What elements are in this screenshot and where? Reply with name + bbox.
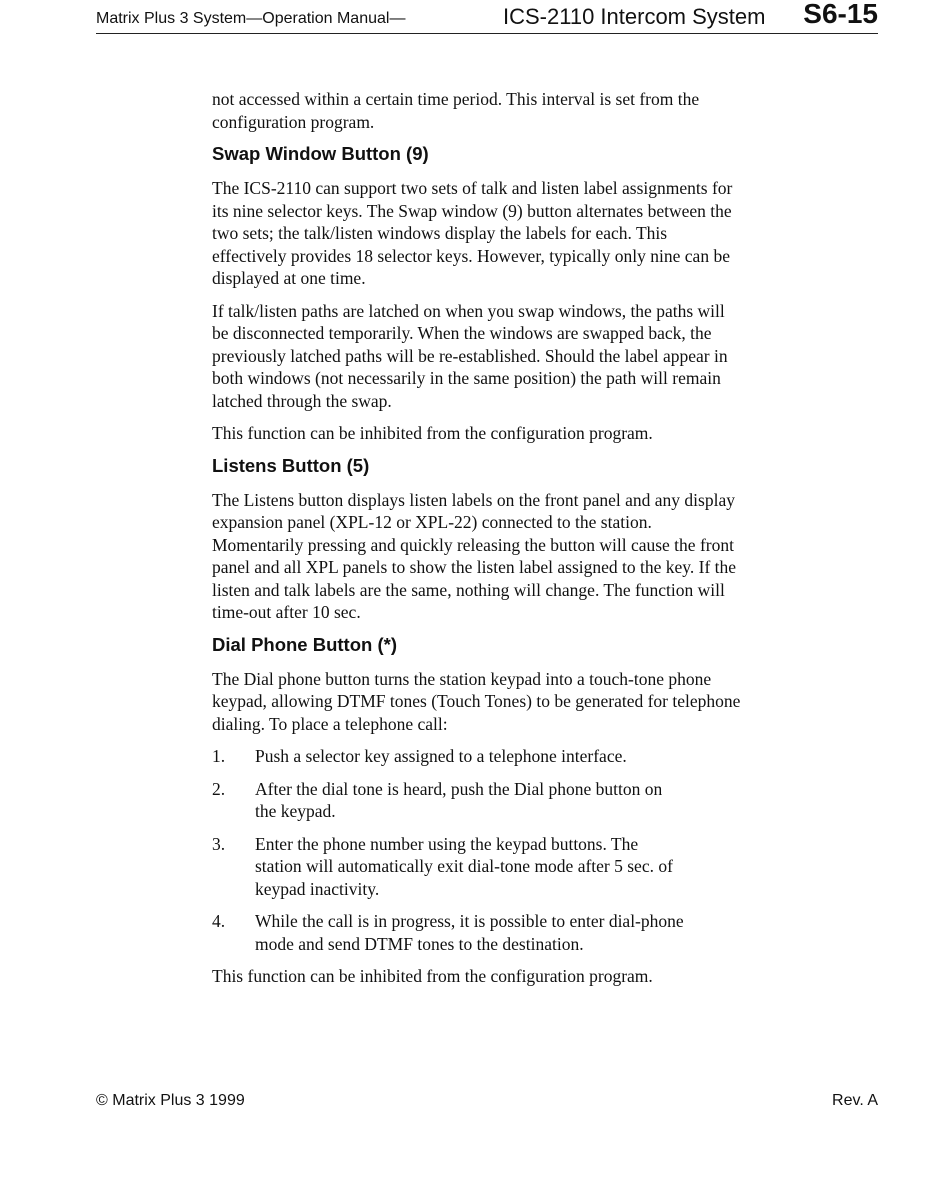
manual-title: Matrix Plus 3 System—Operation Manual— <box>96 10 406 27</box>
list-item <box>212 910 742 955</box>
intro-paragraph: not accessed within a certain time period. This interval is set from the configuration program. <box>212 89 700 132</box>
step-text: After the dial tone is heard, push the Dial phone button on the keypad. <box>255 778 663 821</box>
step-text: While the call is in progress, it is possible to enter dial-phone mode and send DTMF tones to the destination. <box>255 911 684 954</box>
listens-paragraph-1: The Listens button displays listen labels on the front panel and any display expansion panel (XPL-12 or XPL-22) connected to the station. Momentarily pressing and quickly releasing the button will cause the front panel and all XPL panels to show the listen label assigned to the key. If the listen and talk labels are the same, nothing will change. The function will time-out after 10 sec. <box>212 489 737 622</box>
header-rule <box>96 33 878 34</box>
system-title: ICS-2110 Intercom System <box>503 4 766 29</box>
dial-steps-list <box>212 745 742 955</box>
step-number: 4. <box>212 911 226 931</box>
step-number: 1. <box>212 746 226 766</box>
page-number: S6-15 <box>803 0 878 29</box>
listens-heading: Listens Button (5) <box>212 454 370 476</box>
swap-paragraph-2: If talk/listen paths are latched on when you swap windows, the paths will be disconnected temporarily. When the windows are swapped back, the previously latched paths will be re-established. Should the label appear in both windows (not necessarily in the same position) the path will remain latched through the swap. <box>212 300 728 411</box>
dial-phone-paragraph-2: This function can be inhibited from the configuration program. <box>212 966 653 986</box>
swap-window-section <box>212 143 742 445</box>
swap-paragraph-3: This function can be inhibited from the configuration program. <box>212 423 653 443</box>
copyright-text: © Matrix Plus 3 1999 <box>96 1092 245 1109</box>
list-item <box>212 833 742 901</box>
step-number: 3. <box>212 833 226 854</box>
revision-text: Rev. A <box>832 1092 878 1109</box>
dial-phone-heading: Dial Phone Button (*) <box>212 633 397 655</box>
listens-section <box>212 455 742 624</box>
step-text: Enter the phone number using the keypad buttons. The station will automatically exit dial-tone mode after 5 sec. of keypad inactivity. <box>255 833 673 899</box>
list-item <box>212 778 742 823</box>
swap-window-heading: Swap Window Button (9) <box>212 143 429 164</box>
dial-phone-paragraph-1: The Dial phone button turns the station keypad into a touch-tone phone keypad, allowing DTMF tones (Touch Tones) to be generated for telephone dialing. To place a telephone call: <box>212 668 741 734</box>
step-number: 2. <box>212 778 226 799</box>
page-body <box>212 88 742 998</box>
swap-paragraph-1: The ICS-2110 can support two sets of talk and listen label assignments for its nine selector keys. The Swap window (9) button alternates between the two sets; the talk/listen windows display the labels for each. This effectively provides 18 selector keys. However, typically only nine can be displayed at one time. <box>212 178 733 288</box>
dial-phone-section <box>212 634 742 988</box>
step-text: Push a selector key assigned to a telephone interface. <box>255 746 627 766</box>
list-item <box>212 745 742 768</box>
